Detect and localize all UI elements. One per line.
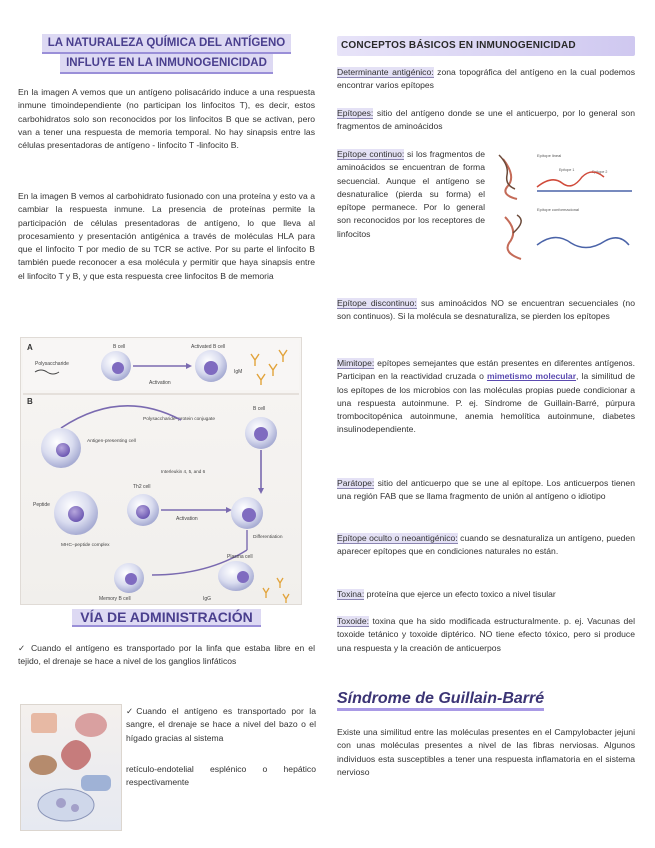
- right-heading: CONCEPTOS BÁSICOS EN INMUNOGENICIDAD: [337, 36, 635, 56]
- apc-label: Antigen-presenting cell: [87, 439, 136, 444]
- activation-label-b: Activation: [176, 516, 198, 522]
- conjugate-label: Polysaccharide–protein conjugate: [143, 417, 216, 422]
- th2-label: Th2 cell: [133, 484, 151, 490]
- peptide-label: Peptide: [33, 502, 50, 508]
- mimetismo-link: mimetismo molecular: [486, 371, 577, 382]
- left-title-line1: LA NATURALEZA QUÍMICA DEL ANTÍGENO: [42, 34, 291, 54]
- memory-label: Memory B cell: [99, 596, 131, 602]
- concept-paratope: Parátope: sitio del anticuerpo que se une al epítope. Los anticuerpos tienen una región FAB que se llama fragmento de unión al antígeno o idiotipo: [337, 478, 635, 502]
- concept-epitopes: Epítopes: sitio del antígeno donde se une el anticuerpo, por lo general son fragmentos de aminoácidos: [337, 108, 635, 132]
- mhc-label: MHC–peptide complex: [61, 543, 110, 548]
- guillain-barre-title: Síndrome de Guillain-Barré: [337, 690, 544, 708]
- via-paragraph-1: ✓ Cuando el antígeno es transportado por la linfa que estaba libre en el tejido, el drenaje se hace a nivel de los ganglios linfáticos: [18, 643, 315, 667]
- interleukin-label: Interleukin 4, 5, and 6: [161, 469, 206, 474]
- term-label: Determinante antigénico:: [337, 67, 434, 77]
- via-paragraph-3: retículo-endotelial esplénico o hepático respectivamente: [126, 764, 316, 788]
- igm-label: IgM: [234, 369, 243, 375]
- term-label: Epítopes:: [337, 108, 374, 118]
- differentiation-label: Differentiation: [253, 535, 283, 540]
- igg-label: IgG: [203, 596, 212, 602]
- left-paragraph-2: En la imagen B vemos al carbohidrato fusionado con una proteína y esto va a cambiar la respuesta inmune. La presencia de proteínas permite la participación de células presentadoras de antígeno, lo que lleva al procesamiento y presentación antigénica a través de moléculas HLA para que el linfocito T por medio de su TCR se active. Por su parte el linfocito B también puede reconocer a esa molécula y permitir que haya sinapsis entre el linfocito T y B, y que esta respuesta cree linfocitos B de memoria: [18, 191, 315, 281]
- concept-toxoide: Toxoide: toxina que ha sido modificada estructuralmente. p. ej. Vacunas del toxoide tetánico y toxoide diptérico. NO tiene efecto tóxico, pero si produce una respuesta y la creación de anticuerpos: [337, 616, 635, 653]
- activation-label-a: Activation: [149, 380, 171, 386]
- epitope1-label: Epítope 1: [559, 168, 575, 172]
- concept-toxina: Toxina: proteína que ejerce un efecto toxico a nivel tisular: [337, 589, 556, 599]
- term-label: Epítope discontinuo:: [337, 298, 417, 308]
- concept-epitope-continuo: Epítope continuo: si los fragmentos de aminoácidos se encuentran de forma secuencial. Aunque el antígeno se desnaturalice (pierda su forma) el epítope permanece. Por lo general son reconocidos por los receptores de linfocitos: [337, 149, 485, 239]
- concept-determinante: Determinante antigénico: zona topográfica del antígeno en la cual podemos encontrar varios epítopes: [337, 67, 636, 91]
- epitope-conformacional-label: Epítope conformacional: [537, 207, 580, 212]
- term-label: Epítope oculto o neoantigénico:: [337, 533, 458, 543]
- plasma-label: Plasma cell: [227, 554, 253, 560]
- guillain-barre-text: Existe una similitud entre las moléculas presentes en el Campylobacter jejuni con unas moléculas presentes a nivel de las fibras nerviosas. Algunos individuos esta susceptibles a tener una respuesta inflamatoria en el sistema nervioso: [337, 727, 635, 777]
- concept-epitope-oculto: Epítope oculto o neoantigénico: cuando se desnaturaliza un antígeno, pueden aparecer epítopes que en condiciones naturales no están.: [337, 533, 635, 557]
- polysaccharide-label: Polysaccharide: [35, 361, 69, 367]
- left-title-line2: INFLUYE EN LA INMUNOGENICIDAD: [60, 54, 273, 74]
- term-label: Toxoide:: [337, 616, 370, 626]
- concept-mimitope: Mimitope: epítopes semejantes que están presentes en diferentes antígenos. Participan en la reactividad cruzada o mimetismo molecular, la similitud de los epítopes de los microbios con las moléculas propias puede condicionar a una respuesta autoinmune. P. ej. Síndrome de Guillain-Barré, púrpura trombocitopénica autoinmune, anemia hemolítica autoinmune, diabetes insulinodependiente.: [337, 358, 636, 435]
- figure-label-b: B: [27, 397, 33, 406]
- via-title: VÍA DE ADMINISTRACIÓN: [18, 609, 315, 627]
- b-cell-label-b: B cell: [253, 406, 266, 412]
- epitope-figure: [497, 149, 637, 266]
- left-title: [18, 34, 315, 74]
- term-label: Parátope:: [337, 478, 375, 488]
- term-label: Toxina:: [337, 589, 365, 599]
- via-paragraph-2: ✓Cuando el antígeno es transportado por la sangre, el drenaje se hace a nivel del bazo o el hígado gracias al sistema: [126, 706, 316, 743]
- activated-label: Activated B cell: [191, 344, 226, 350]
- epitope-lineal-label: Epítope lineal: [537, 153, 562, 158]
- term-label: Epítope continuo:: [337, 149, 405, 159]
- term-label: Mimitope:: [337, 358, 375, 368]
- immune-response-figure: [20, 337, 302, 605]
- b-cell-label-a: B cell: [113, 344, 126, 350]
- epitope2-label: Epítope 2: [592, 170, 608, 174]
- figure-label-a: A: [27, 343, 33, 352]
- left-paragraph-1: En la imagen A vemos que un antígeno polisacárido induce a una respuesta inmune timoindependiente (no participan los linfocitos T), es decir, estos carbohidratos solo son reconocidos por los linfocitos B que se activan, pero van a tener una respuesta de memoria temporal. No hay sinapsis entre las células presentadoras de antígeno - linfocito T -linfocito B.: [18, 87, 315, 151]
- concept-epitope-discontinuo: Epítope discontinuo: sus aminoácidos NO se encuentran secuenciales (no son continuos). Si la molécula se desnaturaliza, se pierden los epítopes: [337, 298, 635, 322]
- administration-route-figure: [20, 704, 122, 831]
